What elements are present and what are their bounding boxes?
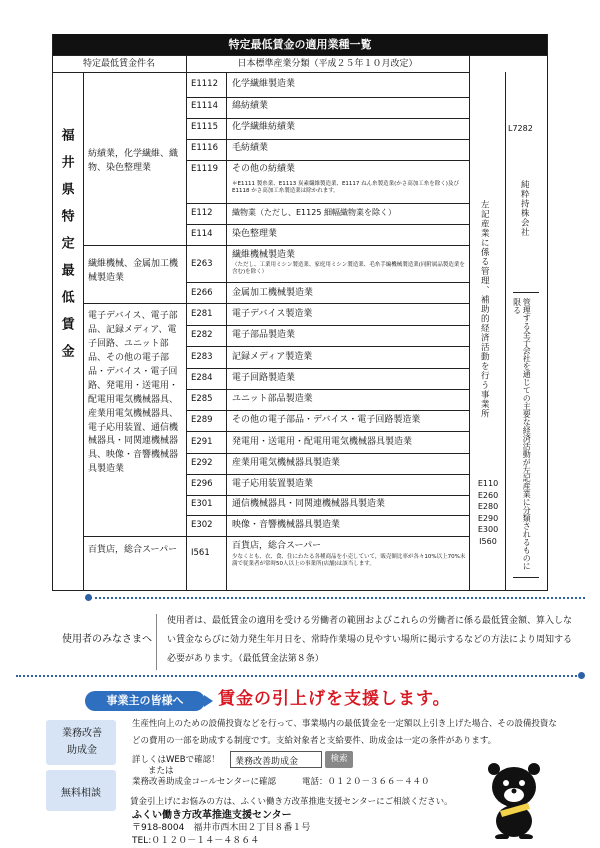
divider-dot (85, 594, 92, 601)
consult-tel: TEL:０１２０－１４－４８６４ (132, 836, 260, 846)
grant-or: または (148, 766, 174, 776)
table-border (83, 72, 84, 591)
industry-name: 通信機械器具・同関連機械器具製造業 (232, 499, 386, 509)
table-border (505, 72, 506, 591)
grant-phone: 電話：０１２０－３６６－４４０ (302, 777, 430, 787)
industry-name: 百貨店，総合スーパー (232, 541, 322, 551)
industry-code: E301 (191, 499, 213, 509)
assist-code: E110 (477, 479, 499, 488)
industry-name: 電子回路製造業 (232, 373, 296, 383)
pure-holding-note: 管理する全子会社を通じての主要な経済活動が左記産業に分類されるものに限る (512, 298, 532, 570)
table-border (83, 303, 186, 304)
industry-code: E283 (191, 352, 213, 362)
industry-name: 電子部品製造業 (232, 330, 296, 340)
wage-group-textile: 紡績業，化学繊維、織物、染色整理業 (88, 149, 179, 173)
industry-name: 映像・音響機械器具製造業 (232, 520, 341, 530)
industry-code: E1114 (191, 101, 219, 111)
banner-headline: 賃金の引上げを支援します。 (218, 689, 451, 709)
pure-holding-name: 純粋持株会社 (519, 180, 530, 237)
header-wage-name: 特定最低賃金件名 (82, 59, 155, 69)
table-title: 特定最低賃金の適用業種一覧 (228, 38, 372, 51)
assist-codes (472, 478, 504, 548)
industry-name: その他の紡績業 (232, 164, 296, 174)
divider-dotted (90, 597, 585, 599)
employer-label: 使用者のみなさまへ (62, 634, 152, 645)
industry-code: I561 (191, 548, 210, 558)
industry-code: E114 (191, 229, 213, 239)
table-border (83, 245, 186, 246)
industry-code: E291 (191, 437, 213, 447)
divider-dotted (16, 675, 581, 677)
industry-exclusion-note: ＊E1111 製糸業、E1113 炭素繊維製造業、E1117 ねん糸製造業(かさ高加工糸を除く)及びE1118 かさ高加工糸製造業は除かれます。 (232, 181, 459, 194)
consult-label: 無料相談 (61, 788, 101, 799)
industry-name: 電子応用装置製造業 (232, 479, 314, 489)
consult-address: 〒918-8004 福井市西木田２丁目８番１号 (132, 823, 311, 833)
employer-text: 使用者は、最低賃金の適用を受ける労働者の範囲およびこれらの労働者に係る最低賃金額、算入しない賃金ならびに効力発生年月日を、常時作業場の見やすい場所に掲示するなどの方法により周知する必要があります。（最低賃金法第８条） (167, 616, 573, 664)
table-border (83, 536, 186, 537)
industry-name: 化学繊維製造業 (232, 79, 296, 89)
table-border (52, 34, 53, 591)
wage-group-electronics: 電子デバイス、電子部品、記録メディア、電子回路、ユニット部品、その他の電子部品・デバイス・電子回路、発電用・送電用・配電用電気機械器具、産業用電気機械器具、電子応用装置、通信機械器具・同関連機械器具、映像・音響機械器具製造業 (88, 311, 179, 475)
industry-code: E282 (191, 330, 213, 340)
assist-code: E300 (477, 525, 499, 535)
wage-group-machinery: 繊維機械、金属加工機械製造業 (88, 259, 179, 283)
industry-code: E281 (191, 309, 213, 319)
industry-code: E289 (191, 415, 213, 425)
industry-name: その他の電子部品・デバイス・電子回路製造業 (232, 415, 421, 425)
grant-search-button[interactable]: 検索 (325, 751, 353, 768)
industry-name: 綿紡績業 (232, 101, 269, 111)
industry-name: 染色整理業 (232, 229, 278, 239)
table-border (469, 55, 470, 591)
industry-code: E285 (191, 394, 213, 404)
divider-dot (578, 672, 585, 679)
industry-code: E1115 (191, 122, 219, 132)
industry-name: 産業用電気機械器具製造業 (232, 458, 341, 468)
industry-code: E302 (191, 520, 213, 530)
banner-badge-arrow (204, 695, 213, 707)
industry-name: 毛紡績業 (232, 143, 269, 153)
industry-code: E1112 (191, 79, 219, 89)
industry-code: E296 (191, 479, 213, 489)
industry-name: 記録メディア製造業 (232, 352, 313, 362)
industry-name: 金属加工機械製造業 (232, 288, 314, 298)
grant-web-prompt: 詳しくはWEBで確認！ (132, 755, 220, 765)
assist-code: E260 (477, 490, 499, 500)
industry-code: E284 (191, 373, 213, 383)
table-border (186, 55, 187, 591)
industry-name: 織物業（ただし、E1125 細幅織物業を除く） (232, 208, 396, 217)
assist-code: E280 (477, 502, 499, 512)
industry-code: E263 (191, 259, 213, 269)
department-store-note: 少なくとも、衣、食、住にわたる各種商品を小売していて，販売額比率が各々10%以上70%未満で従業者が常時50人以上の事業所(店舗)は該当します。 (232, 554, 466, 567)
grant-label: 業務改善助成金 (62, 728, 102, 756)
industry-name: 繊維機械製造業 (232, 250, 296, 260)
industry-name: 電子デバイス製造業 (232, 309, 313, 319)
industry-code: E1116 (191, 143, 219, 153)
industry-code: E266 (191, 288, 213, 298)
mascot-illustration (478, 757, 550, 839)
consult-center: ふくい働き方改革推進支援センター (132, 810, 292, 821)
table-border (52, 72, 469, 73)
industry-exclusion-note: （ただし、工業用ミシン製造業、家庭用ミシン製造業、毛糸手編機械製造業(同附属品製造業を含む)を除く） (232, 262, 465, 275)
employer-divider (156, 614, 157, 670)
table-border (547, 34, 548, 591)
assist-code: E290 (477, 513, 499, 523)
wage-group-department-store: 百貨店，総合スーパー (88, 545, 178, 555)
header-industry-class: 日本標準産業分類（平成２５年１０月改定） (237, 59, 418, 69)
industry-name: ユニット部品製造業 (232, 394, 313, 404)
industry-name: 発電用・送電用・配電用電気機械器具製造業 (232, 437, 413, 447)
industry-code: E112 (191, 208, 213, 218)
industry-code: E292 (191, 458, 213, 468)
grant-text: 生産性向上のための設備投資などを行って、事業場内の最低賃金を一定額以上引き上げた場合、その設備投資などの費用の一部を助成する制度です。支給対象者と支給要件、助成金は一定の条件があります。 (132, 719, 557, 746)
consult-intro: 賃金引上げにお悩みの方は、ふくい働き方改革推進支援センターにご相談ください。 (130, 797, 453, 807)
grant-call-label: 業務改善助成金コールセンターに確認 (132, 777, 276, 787)
industry-name: 化学繊維紡績業 (232, 122, 296, 132)
grant-search-input[interactable] (230, 751, 322, 768)
assist-activity-label: 左記産業に係る管理、補助的経済活動を行う事業所 (479, 200, 490, 419)
industry-code: E1119 (191, 164, 219, 174)
assist-code: I560 (479, 536, 497, 546)
table-border (226, 73, 227, 590)
banner-badge-text: 事業主の皆様へ (106, 694, 184, 707)
fukui-wage-label: 福井県特定最低賃金 (58, 128, 74, 371)
pure-holding-code: L7282 (508, 124, 533, 133)
table-border (52, 55, 548, 56)
table-border (52, 590, 548, 591)
grant-search-value: 業務改善助成金 (235, 757, 299, 767)
